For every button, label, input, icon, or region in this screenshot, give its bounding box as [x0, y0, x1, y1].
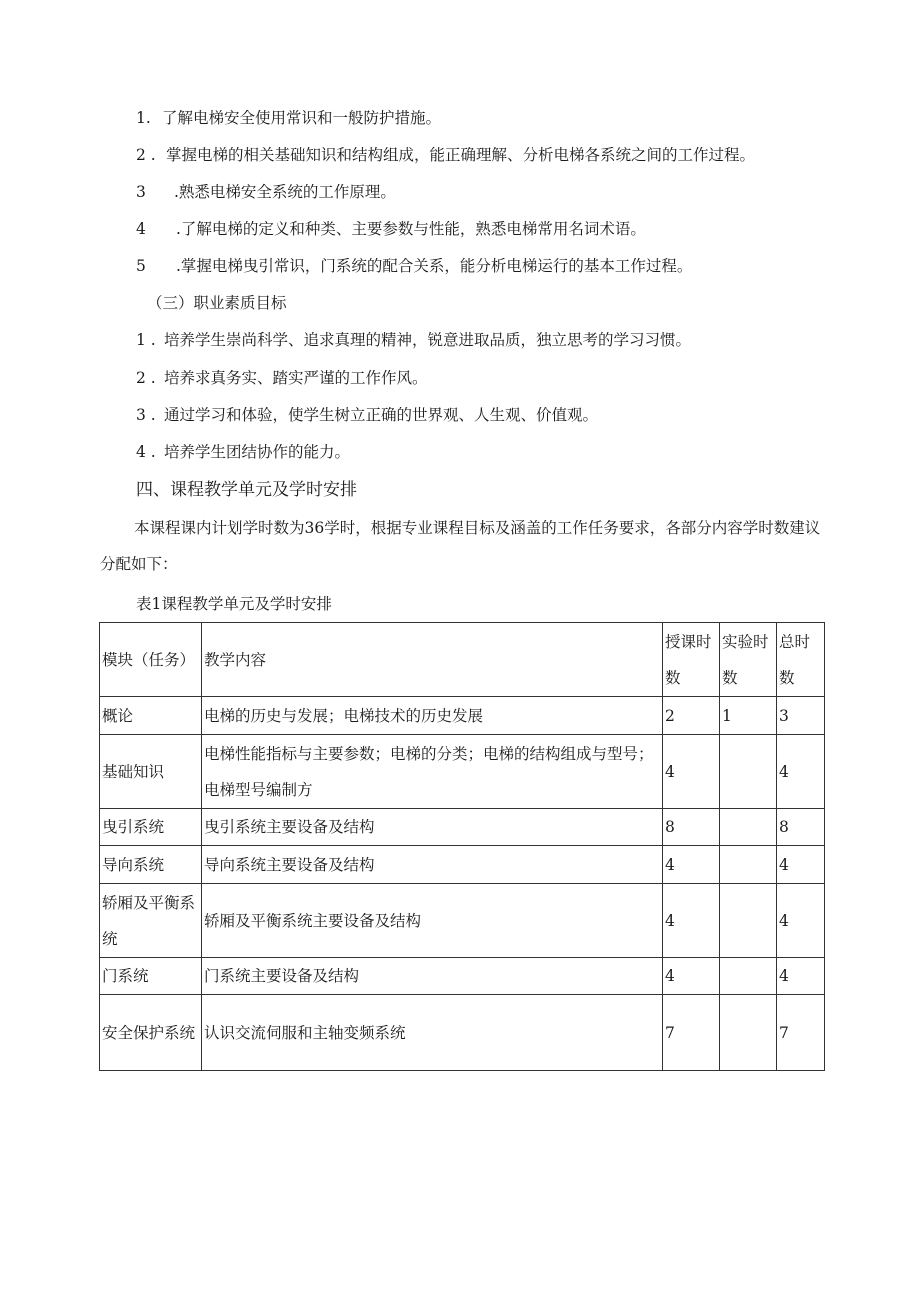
cell-lecture: 8 [663, 809, 720, 846]
intro-paragraph [100, 510, 825, 582]
cell-lab: 1 [720, 697, 777, 735]
course-schedule-table [99, 622, 825, 1071]
list-text: .掌握电梯曳引常识，门系统的配合关系，能分析电梯运行的基本工作过程。 [176, 257, 693, 275]
list-text: .熟悉电梯安全系统的工作原理。 [174, 183, 396, 201]
knowledge-goal-2 [136, 144, 755, 166]
list-text: 培养学生崇尚科学、追求真理的精神，锐意进取品质，独立思考的学习习惯。 [164, 331, 692, 349]
knowledge-goal-1 [136, 107, 441, 129]
list-text: 掌握电梯的相关基础知识和结构组成，能正确理解、分析电梯各系统之间的工作过程。 [166, 146, 756, 164]
list-number: 5 [136, 257, 146, 275]
cell-lecture: 2 [663, 697, 720, 735]
intro-text: 本课程课内计划学时数为36学时，根据专业课程目标及涵盖的工作任务要求，各部分内容学时数建议分配如下： [100, 519, 821, 573]
list-number: 1. [136, 109, 151, 127]
cell-lecture: 4 [663, 735, 720, 809]
table-row [100, 995, 825, 1071]
cell-module: 轿厢及平衡系统 [100, 884, 202, 958]
cell-content: 导向系统主要设备及结构 [202, 846, 663, 884]
table-header-row [100, 623, 825, 697]
cell-total: 4 [777, 958, 825, 995]
list-text: 通过学习和体验，使学生树立正确的世界观、人生观、价值观。 [164, 406, 599, 424]
table-caption: 表1课程教学单元及学时安排 [136, 595, 332, 613]
cell-lab [720, 735, 777, 809]
header-lab-hours: 实验时数 [720, 623, 777, 697]
table-row [100, 735, 825, 809]
list-number: 1 . [136, 331, 156, 349]
table-row [100, 958, 825, 995]
cell-content: 电梯的历史与发展；电梯技术的历史发展 [202, 697, 663, 735]
cell-lab [720, 958, 777, 995]
cell-lab [720, 809, 777, 846]
knowledge-goal-3 [136, 181, 396, 203]
list-number: 4 . [136, 443, 156, 461]
cell-content: 认识交流伺服和主轴变频系统 [202, 995, 663, 1071]
cell-module: 门系统 [100, 958, 202, 995]
header-lecture-hours: 授课时数 [663, 623, 720, 697]
knowledge-goal-4 [136, 218, 646, 240]
cell-lab [720, 995, 777, 1071]
cell-content: 电梯性能指标与主要参数；电梯的分类；电梯的结构组成与型号；电梯型号编制方 [202, 735, 663, 809]
cell-lab [720, 884, 777, 958]
list-text: 培养学生团结协作的能力。 [164, 443, 351, 461]
list-number: 4 [136, 220, 146, 238]
knowledge-goal-5 [136, 255, 692, 277]
cell-content: 门系统主要设备及结构 [202, 958, 663, 995]
table-row [100, 809, 825, 846]
cell-lecture: 4 [663, 958, 720, 995]
cell-lecture: 4 [663, 884, 720, 958]
cell-content: 轿厢及平衡系统主要设备及结构 [202, 884, 663, 958]
section-heading: 四、课程教学单元及学时安排 [136, 480, 357, 500]
quality-goal-2 [136, 367, 428, 389]
table-row [100, 697, 825, 735]
cell-module: 基础知识 [100, 735, 202, 809]
cell-module: 概论 [100, 697, 202, 735]
quality-goal-4 [136, 441, 350, 463]
cell-total: 4 [777, 735, 825, 809]
list-text: 培养求真务实、踏实严谨的工作作风。 [164, 369, 428, 387]
cell-module: 曳引系统 [100, 809, 202, 846]
cell-lecture: 4 [663, 846, 720, 884]
cell-module: 导向系统 [100, 846, 202, 884]
list-number: 2 . [136, 369, 156, 387]
cell-module: 安全保护系统 [100, 995, 202, 1071]
cell-lecture: 7 [663, 995, 720, 1071]
quality-goal-3 [136, 404, 598, 426]
list-number: 2 . [136, 146, 156, 164]
quality-goal-1 [136, 329, 691, 351]
table-row [100, 884, 825, 958]
cell-content: 曳引系统主要设备及结构 [202, 809, 663, 846]
header-total-hours: 总时数 [777, 623, 825, 697]
list-number: 3 [136, 183, 146, 201]
cell-total: 7 [777, 995, 825, 1071]
quality-heading: （三）职业素质目标 [147, 294, 287, 312]
header-content: 教学内容 [202, 623, 663, 697]
list-text: 了解电梯安全使用常识和一般防护措施。 [162, 109, 442, 127]
header-module: 模块（任务） [100, 623, 202, 697]
list-text: .了解电梯的定义和种类、主要参数与性能，熟悉电梯常用名词术语。 [176, 220, 646, 238]
cell-total: 3 [777, 697, 825, 735]
list-number: 3 . [136, 406, 156, 424]
cell-lab [720, 846, 777, 884]
cell-total: 8 [777, 809, 825, 846]
cell-total: 4 [777, 846, 825, 884]
table-row [100, 846, 825, 884]
cell-total: 4 [777, 884, 825, 958]
